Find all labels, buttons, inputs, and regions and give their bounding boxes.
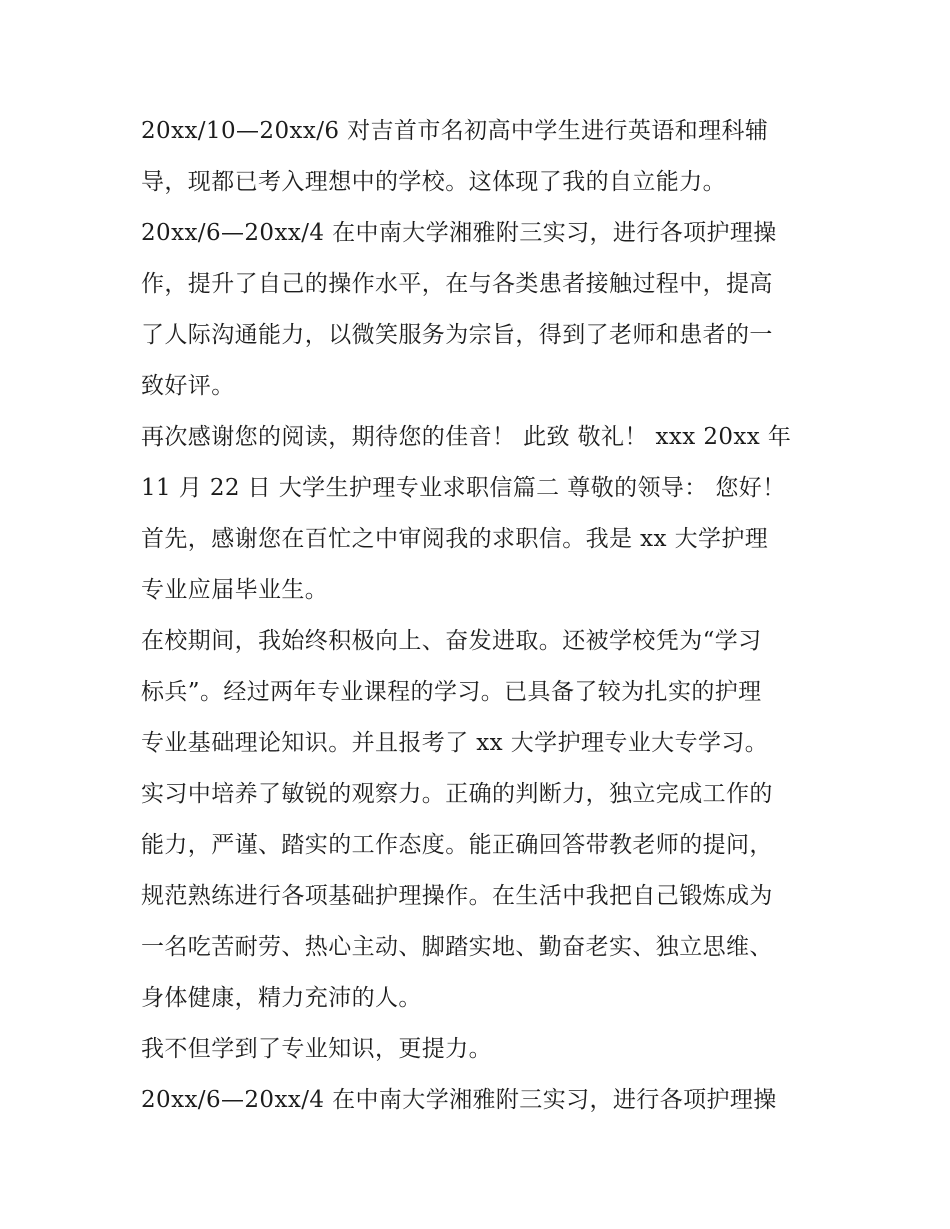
text-line: 作，提升了自己的操作水平，在与各类患者接触过程中，提高 (141, 271, 773, 297)
text-line: 能力，严谨、踏实的工作态度。能正确回答带教老师的提问， (141, 832, 773, 858)
text-line: 一名吃苦耐劳、热心主动、脚踏实地、勤奋老实、独立思维、 (141, 934, 773, 960)
text-line: 20xx/10—20xx/6 对吉首市名初高中学生进行英语和理科辅 (141, 118, 769, 144)
text-line: 实习中培养了敏锐的观察力。正确的判断力，独立完成工作的 (141, 781, 773, 807)
text-line: 身体健康，精力充沛的人。 (141, 985, 422, 1011)
text-line: 在校期间，我始终积极向上、奋发进取。还被学校凭为“学习 (141, 628, 762, 654)
text-line: 专业基础理论知识。并且报考了 xx 大学护理专业大专学习。 (141, 730, 769, 756)
text-line: 专业应届毕业生。 (141, 577, 329, 603)
text-line: 20xx/6—20xx/4 在中南大学湘雅附三实习，进行各项护理操 (141, 1087, 777, 1113)
text-line: 致好评。 (141, 373, 235, 399)
text-line: 标兵”。经过两年专业课程的学习。已具备了较为扎实的护理 (141, 679, 762, 705)
text-line: 导，现都已考入理想中的学校。这体现了我的自立能力。 (141, 169, 726, 195)
text-line: 规范熟练进行各项基础护理操作。在生活中我把自己锻炼成为 (141, 883, 773, 909)
text-line: 我不但学到了专业知识，更提力。 (141, 1036, 492, 1062)
text-line: 11 月 22 日 大学生护理专业求职信篇二 尊敬的领导： 您好！ (141, 475, 786, 501)
text-line: 再次感谢您的阅读，期待您的佳音！ 此致 敬礼！ xxx 20xx 年 (141, 424, 792, 450)
text-line: 20xx/6—20xx/4 在中南大学湘雅附三实习，进行各项护理操 (141, 220, 777, 246)
text-line: 首先，感谢您在百忙之中审阅我的求职信。我是 xx 大学护理 (141, 526, 769, 552)
document-body (141, 106, 821, 1126)
text-line: 了人际沟通能力，以微笑服务为宗旨，得到了老师和患者的一 (141, 322, 773, 348)
